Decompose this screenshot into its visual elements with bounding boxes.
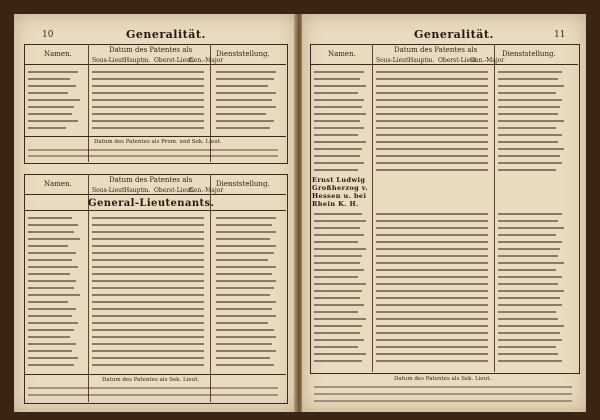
rank-col: Sous-Lieut.: [376, 57, 411, 64]
table-row: [312, 233, 576, 236]
rank-col: Oberst-Lieut.: [438, 57, 479, 64]
table-row: [312, 219, 576, 222]
summary-row: [26, 386, 284, 389]
table-row: [312, 84, 576, 87]
table-1-header-rule: [24, 64, 286, 65]
summary-row: [312, 392, 576, 395]
table-row: [312, 296, 576, 299]
table-row: [312, 91, 576, 94]
table-1-divider: [88, 44, 89, 162]
rank-col: Sous-Lieut.: [92, 57, 127, 64]
summary-row: [312, 399, 576, 402]
table-row: [312, 282, 576, 285]
table-row: [26, 272, 284, 275]
rank-col: Oberst-Lieut.: [154, 187, 195, 194]
table-row: [312, 359, 576, 362]
table-row: [312, 247, 576, 250]
table-row: [26, 300, 284, 303]
table-row: [312, 154, 576, 157]
rank-col: Gen.-Major: [189, 187, 224, 194]
page-title-left: Generalität.: [126, 28, 206, 41]
table-row: [312, 268, 576, 271]
table-row: [312, 254, 576, 257]
rank-col: Oberst-Lieut.: [154, 57, 195, 64]
rank-col: Gen.-Major: [470, 57, 505, 64]
summary-row: [26, 148, 284, 151]
table-row: [312, 212, 576, 215]
table-right-name-header: Namen.: [328, 50, 356, 58]
table-row: [26, 321, 284, 324]
table-row: [312, 289, 576, 292]
page-title-right: Generalität.: [414, 28, 494, 41]
table-row: [312, 303, 576, 306]
table-2-header-rule: [24, 194, 286, 195]
page-number-right: 11: [554, 30, 566, 40]
table-right-service-header: Dienststellung.: [502, 50, 556, 58]
table-row: [26, 286, 284, 289]
section-title: General-Lieutenants.: [88, 198, 215, 209]
table-row: [312, 119, 576, 122]
table-2-summary-caption: Datum des Patentes als Sek. Lieut.: [102, 377, 200, 383]
table-1-summary-caption: Datum des Patentes als Prem. und Sek. Lieut.: [94, 139, 222, 145]
rank-col: Hauptm.: [124, 57, 151, 64]
table-row: [312, 161, 576, 164]
table-row: [312, 105, 576, 108]
rank-col: Sous-Lieut.: [92, 187, 127, 194]
table-row: [26, 237, 284, 240]
table-row: [26, 279, 284, 282]
highlighted-name: Ernst Ludwig Großherzog v. Hessen u. bei Rhein K. H.: [312, 176, 368, 208]
table-row: [26, 244, 284, 247]
table-row: [312, 133, 576, 136]
table-row: [312, 324, 576, 327]
table-row: [312, 331, 576, 334]
table-row: [312, 112, 576, 115]
table-row: [312, 310, 576, 313]
table-row: [26, 314, 284, 317]
table-right-summary-caption: Datum des Patentes als Sek. Lieut.: [394, 376, 492, 382]
table-row: [312, 275, 576, 278]
table-row: [26, 70, 284, 73]
table-row: [26, 335, 284, 338]
summary-row: [26, 154, 284, 157]
table-row: [312, 317, 576, 320]
table-row: [26, 84, 284, 87]
table-row: [26, 126, 284, 129]
table-row: [312, 261, 576, 264]
table-row: [26, 98, 284, 101]
summary-rule: [24, 136, 286, 137]
table-2-service-header: Dienststellung.: [216, 180, 270, 188]
table-row: [312, 70, 576, 73]
table-row: [26, 328, 284, 331]
table-row: [26, 112, 284, 115]
table-row: [26, 342, 284, 345]
table-row: [312, 352, 576, 355]
table-right-date-header: Datum des Patentes als: [394, 46, 478, 54]
table-row: [26, 216, 284, 219]
table-row: [312, 226, 576, 229]
right-page: [302, 14, 586, 412]
table-row: [26, 363, 284, 366]
summary-row: [26, 393, 284, 396]
table-row: [26, 223, 284, 226]
left-page: [14, 14, 296, 412]
table-row: [312, 140, 576, 143]
table-row: [26, 119, 284, 122]
page-number-left: 10: [42, 30, 54, 40]
table-row: [26, 251, 284, 254]
table-row: [26, 356, 284, 359]
summary-row: [312, 385, 576, 388]
table-row: [312, 168, 576, 171]
table-row: [26, 91, 284, 94]
table-row: [312, 77, 576, 80]
table-right-header-rule: [310, 64, 578, 65]
table-row: [312, 338, 576, 341]
table-row: [26, 349, 284, 352]
summary-rule: [24, 374, 286, 375]
table-2-section-rule: [24, 210, 286, 211]
rank-col: Hauptm.: [408, 57, 435, 64]
table-row: [26, 258, 284, 261]
table-row: [312, 98, 576, 101]
table-row: [26, 230, 284, 233]
table-row: [26, 307, 284, 310]
table-row: [312, 240, 576, 243]
table-row: [312, 345, 576, 348]
table-2-name-header: Namen.: [44, 180, 72, 188]
table-1-name-header: Namen.: [44, 50, 72, 58]
rank-col: Gen.-Major: [189, 57, 224, 64]
table-row: [26, 105, 284, 108]
table-row: [312, 126, 576, 129]
table-row: [26, 265, 284, 268]
table-1-service-header: Dienststellung.: [216, 50, 270, 58]
rank-col: Hauptm.: [124, 187, 151, 194]
table-row: [26, 293, 284, 296]
table-row: [312, 147, 576, 150]
table-1-date-header: Datum des Patentes als: [109, 46, 193, 54]
table-2-date-header: Datum des Patentes als: [109, 176, 193, 184]
table-row: [26, 77, 284, 80]
